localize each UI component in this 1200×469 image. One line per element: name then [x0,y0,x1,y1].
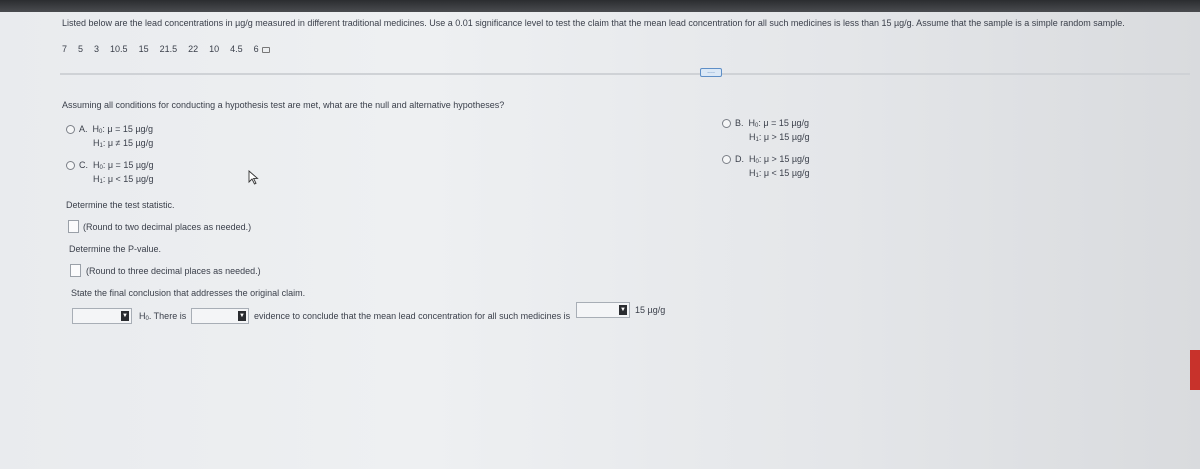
choice-b-h1: μ > 15 µg/g [763,132,810,142]
test-statistic-label: Determine the test statistic. [66,200,175,210]
data-values-row [62,44,281,54]
browser-top-bar [0,0,1200,12]
data-value: 3 [94,44,100,54]
choice-c-h1: μ < 15 µg/g [107,174,154,184]
data-value: 10 [209,44,220,54]
pvalue-hint: (Round to three decimal places as needed.) [86,266,261,276]
comparison-dropdown[interactable] [576,302,630,318]
conclusion-unit: 15 µg/g [635,305,666,315]
choice-c[interactable]: C. H0: μ = 15 µg/g H1: μ < 15 µg/g [66,160,154,185]
chevron-down-icon: ▼ [122,313,128,319]
chevron-down-icon: ▼ [239,313,245,319]
choice-d-h0: μ > 15 µg/g [763,154,810,164]
expand-more-button[interactable]: .... [700,68,722,77]
radio-button[interactable] [66,161,75,170]
problem-statement: Listed below are the lead concentrations in µg/g measured in different traditional medicines. Use a 0.01 significance level to test the claim that the mean lead concentration for all such medicines is less than 15 µg/g. Assume that the sample is a simple random sample. [62,18,1125,28]
choice-a[interactable]: A. H0: μ = 15 µg/g H1: μ ≠ 15 µg/g [66,124,153,149]
data-value: 21.5 [159,44,178,54]
pvalue-input[interactable] [70,264,81,277]
choice-d[interactable]: D. H0: μ > 15 µg/g H1: μ < 15 µg/g [722,154,810,179]
test-statistic-hint: (Round to two decimal places as needed.) [83,222,252,232]
conclusion-label: State the final conclusion that addresses the original claim. [71,288,306,298]
data-value: 7 [62,44,68,54]
section-divider [60,73,1190,75]
chevron-down-icon: ▼ [620,307,626,313]
data-value: 15 [138,44,149,54]
data-value: 6 [253,44,259,54]
copy-data-icon[interactable] [262,47,270,53]
radio-button[interactable] [722,119,731,128]
choice-b[interactable]: B. H0: μ = 15 µg/g H1: μ > 15 µg/g [722,118,810,143]
conclusion-h0: H0. There is [139,311,187,322]
data-value: 10.5 [110,44,128,54]
data-value: 4.5 [230,44,243,54]
choice-a-h0: μ = 15 µg/g [107,124,154,134]
reject-decision-dropdown[interactable] [72,308,132,324]
test-statistic-input[interactable] [68,220,79,233]
data-value: 5 [78,44,84,54]
choice-b-h0: μ = 15 µg/g [763,118,810,128]
choice-d-h1: μ < 15 µg/g [763,168,810,178]
pvalue-label: Determine the P-value. [69,244,162,254]
scrollbar-thumb[interactable] [1190,350,1200,390]
conclusion-evidence-text: evidence to conclude that the mean lead concentration for all such medicines is [254,311,571,321]
data-value: 22 [188,44,199,54]
question-text: Assuming all conditions for conducting a hypothesis test are met, what are the null and alternative hypotheses? [62,100,505,110]
evidence-level-dropdown[interactable] [191,308,249,324]
radio-button[interactable] [722,155,731,164]
mouse-cursor-icon [248,170,260,185]
radio-button[interactable] [66,125,75,134]
choice-a-h1: μ ≠ 15 µg/g [107,138,154,148]
choice-c-h0: μ = 15 µg/g [107,160,154,170]
